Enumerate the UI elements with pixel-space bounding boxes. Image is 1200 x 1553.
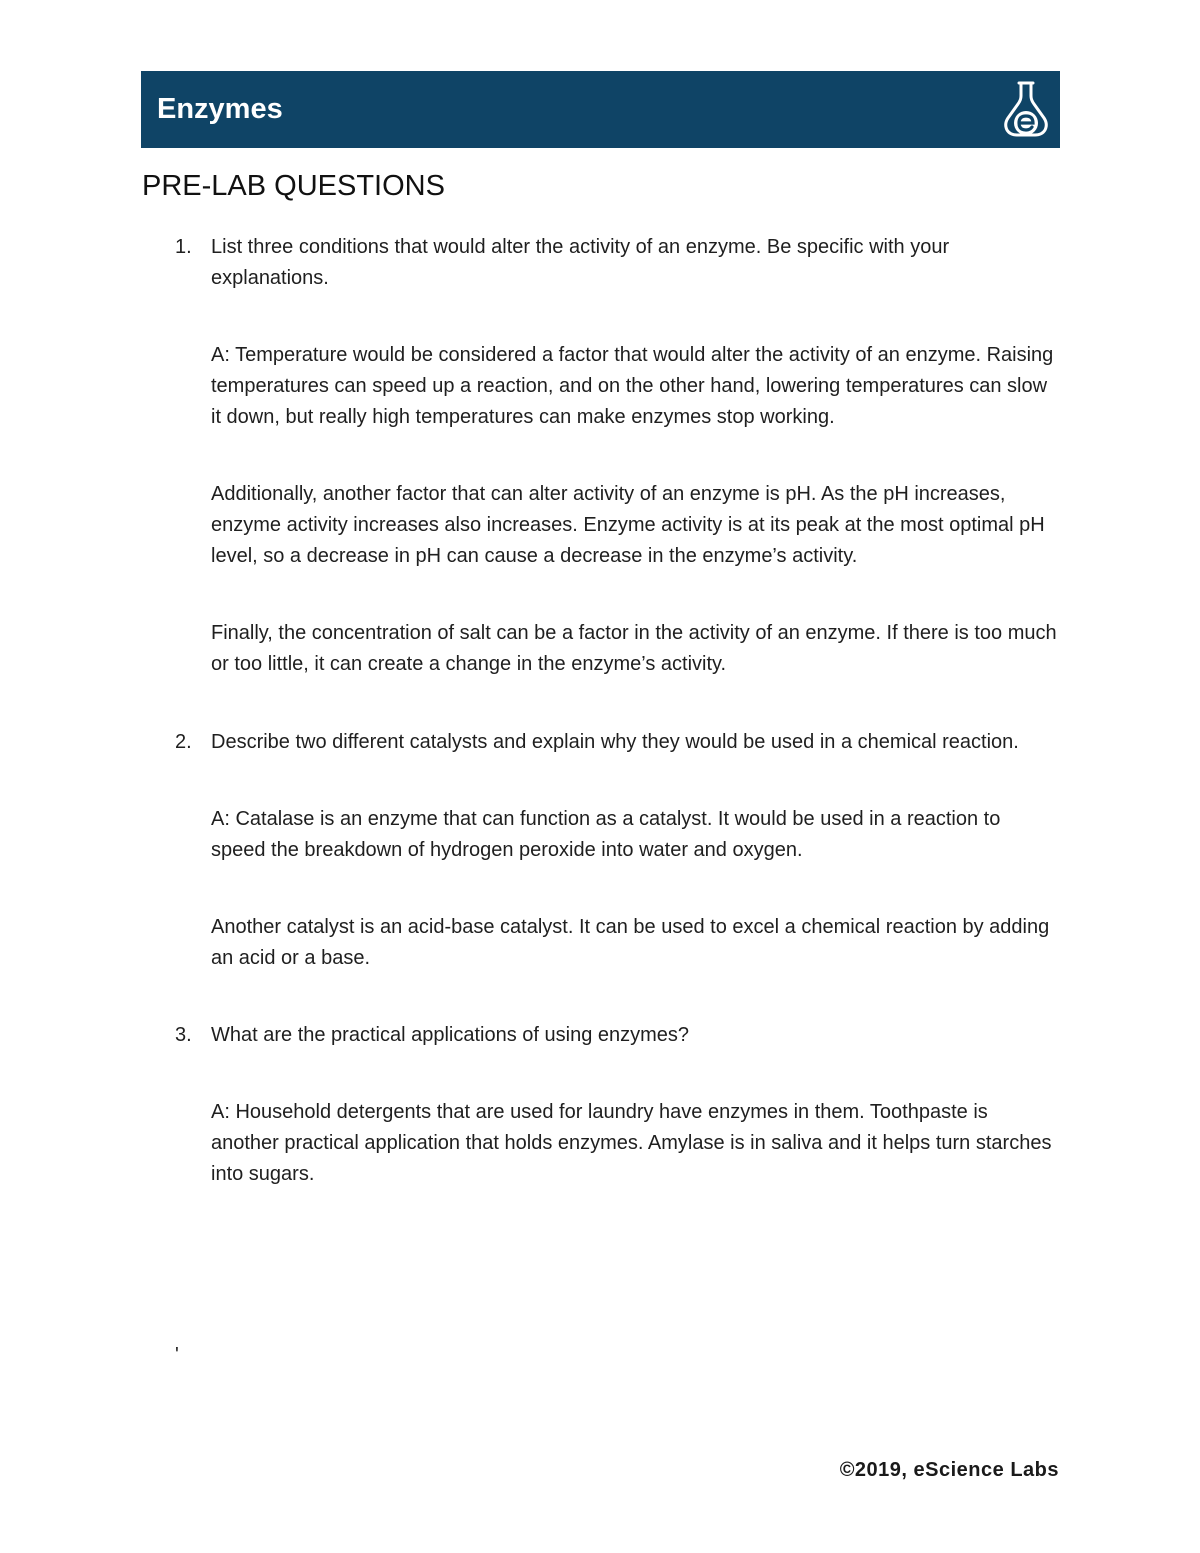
page-title: Enzymes	[157, 93, 283, 125]
answer-paragraph: Another catalyst is an acid-base catalyst. It can be used to excel a chemical reaction by adding an acid or a base.	[211, 916, 1050, 969]
question-number: 2.	[175, 731, 192, 753]
flask-e-logo-icon	[1002, 79, 1050, 139]
header-bar	[141, 71, 1060, 148]
question-3	[142, 1020, 1060, 1190]
question-text: Describe two different catalysts and explain why they would be used in a chemical reaction.	[211, 731, 1019, 753]
answer-paragraph: A: Household detergents that are used for laundry have enzymes in them. Toothpaste is another practical application that holds enzymes. Amylase is in saliva and it helps turn starches into sugars.	[211, 1101, 1052, 1185]
answer-paragraph: Additionally, another factor that can alter activity of an enzyme is pH. As the pH increases, enzyme activity increases also increases. Enzyme activity is at its peak at the most optimal pH level, so a decrease in pH can cause a decrease in the enzyme’s activity.	[211, 483, 1045, 567]
answer-paragraph: A: Temperature would be considered a factor that would alter the activity of an enzyme. Raising temperatures can speed up a reaction, and on the other hand, lowering temperatures can slow it down, but really high temperatures can make enzymes stop working.	[211, 344, 1054, 428]
question-number: 3.	[175, 1024, 192, 1046]
question-text: What are the practical applications of using enzymes?	[211, 1024, 690, 1046]
question-number: 1.	[175, 236, 192, 258]
question-1	[142, 232, 1060, 680]
answer-paragraph: A: Catalase is an enzyme that can function as a catalyst. It would be used in a reaction to speed the breakdown of hydrogen peroxide into water and oxygen.	[211, 808, 1001, 861]
question-list	[142, 232, 1060, 1190]
copyright-footer: ©2019, eScience Labs	[839, 1459, 1059, 1481]
stray-mark: '	[175, 1344, 179, 1366]
question-text: List three conditions that would alter the activity of an enzyme. Be specific with your explanations.	[211, 236, 950, 289]
question-2	[142, 727, 1060, 974]
answer-paragraph: Finally, the concentration of salt can be a factor in the activity of an enzyme. If there is too much or too little, it can create a change in the enzyme’s activity.	[211, 622, 1057, 675]
section-title: PRE-LAB QUESTIONS	[142, 170, 445, 202]
